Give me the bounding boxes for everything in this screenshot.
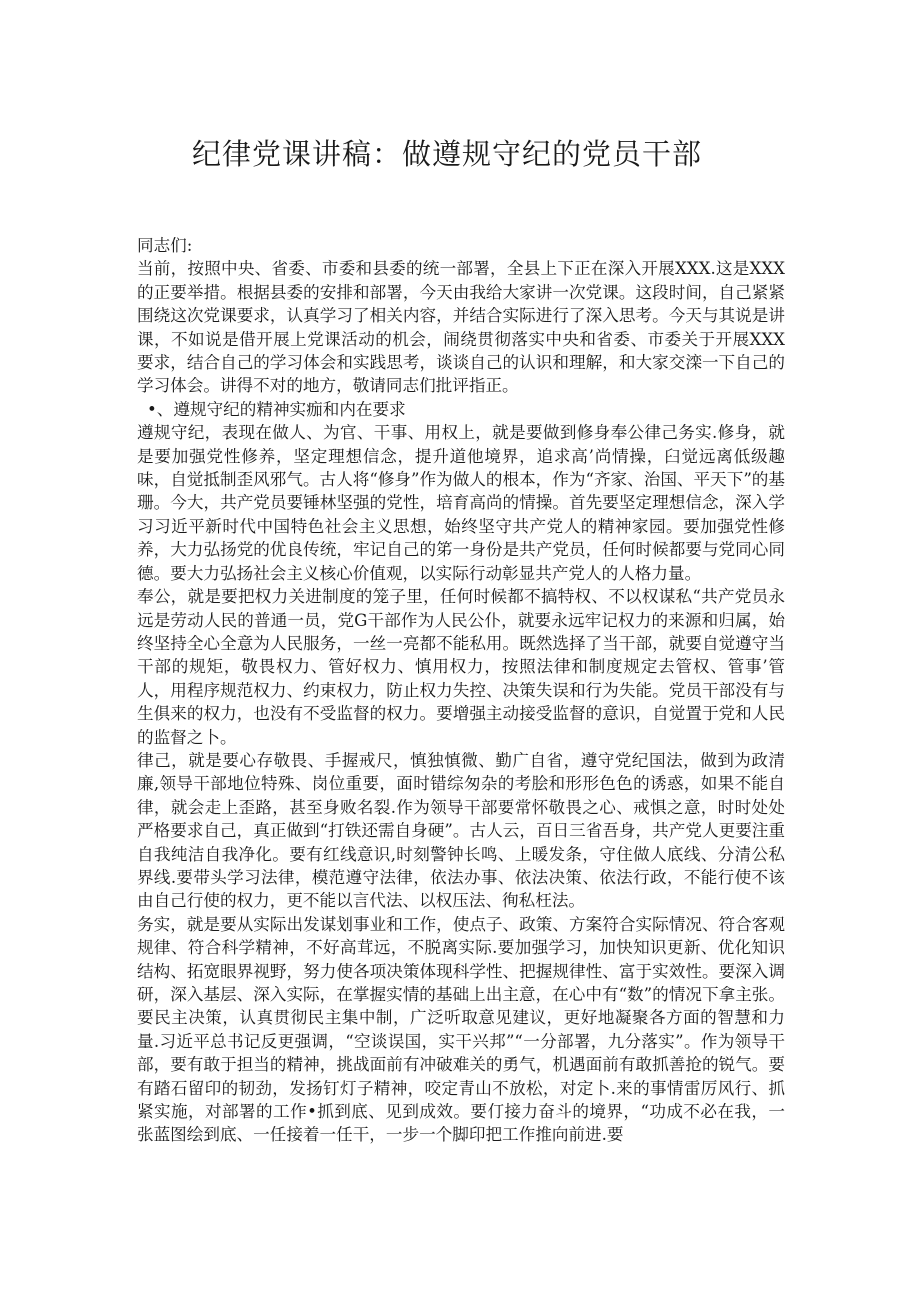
section-heading: •、遵规守纪的精神实痂和内在要求 (147, 399, 406, 419)
greeting: 同志们: (137, 236, 193, 255)
paragraph-lvji: 律己，就是要心存敬畏、手握戒尺，慎独慎微、勤广自省，遵守党纪国法，做到为政清廉,领导干部地位特殊、岗位重要，面时错综匆杂的考脍和形形色色的诱惑，如果不能自律，就会走上歪路，甚至身败名裂.作为领导干部要常怀敬畏之心、戒惧之意，时时处处严格要求自己，真正做到“打铁还需自身硬”。古人云，百日三省吾身，共产党人更要注重自我纯洁自我净化。要有红线意识,时刻警钟长鸣、上暖发条，守住做人底线、分清公私界线.要带头学习法律，模范遵守法律，依法办事、依法决策、依法行政，不能行使不该由自己行使的权力，更不能以言代法、以权压法、徇私枉法。 (137, 750, 785, 911)
document-title: 纪律党课讲稿：做遵规守纪的党员干部 (192, 137, 703, 171)
paragraph-xiushen: 遵规守纪，表现在做人、为官、干事、用权上，就是要做到修身奉公律己务实.修身，就是要加强党性修养，坚定理想信念，提升道他境界，追求高’尚情操，臼觉远离低级趣味，自觉抵制歪风邪气。古人将“修身”作为做人的根本，作为“齐家、治国、平天下”的基珊。今大，共产党员要锤林坚强的党性，培育高尚的情操。首先要坚定理想信念，深入学习习近平新时代中国特色社会主义思想，始终坚守共产党人的精神家园。要加强党性修养，大力弘扬党的优良传统，牢记自己的笫一身份是共产党员，任何时候都要与党同心同德。要大力弘扬社会主义核心价值观，以实际行动彰显共产党人的人格力量。 (137, 423, 785, 583)
document-body (137, 234, 785, 1147)
paragraph-wushi: 务实，就是要从实际出发谋划事业和工作，使点子、政策、方案符合实际情况、符合客观规律、符合科学精神，不好高茸远，不脱离实际.要加强学习，加快知识更新、优化知识结构、拓宽眼界视野，努力使各项决策体现科学性、把握规律性、富于实效性。要深入调研，深入基层、深入实际，在掌握实情的基础上出主意，在心中有“数”的情况下拿主张。要民主决策，认真贯彻民主集中制，广泛听取意见建议，更好地凝聚各方面的智慧和力量.习近平总书记反更强调，“空谈误国，实干兴邦”“一分部署，九分落实”。作为领导干部，要有敢于担当的精神，挑战面前有冲破难关的勇气，机遇面前有敢抓善抢的锐气。要有踏石留印的韧劲，发扬钉灯子精神，咬定青山不放松，对定卜.来的事情雷厉风行、抓紧实施，对部署的工作•抓到底、见到成效。要仃接力奋斗的境界，“功成不必在我，一张蓝图绘到底、一任接着一任干，一步一个脚印把工作推向前进.要 (137, 914, 785, 1145)
paragraph-fenggong: 奉公，就是要把权力关进制度的笼子里，任何时候都不搞特权、不以权谋私“共产党员永远是劳动人民的普通一员，党G干部作为人民公仆，就要永远牢记权力的来源和归属，始终坚持全心全意为人民服务，一丝一亮都不能私用。既然选择了当干部，就要自觉遵守当干部的规矩，敬畏权力、管好权力、慎用权力，按照法律和制度规定去管权、管事’管人，用程序规范权力、约束权力，防止权力失控、决策失误和行为失能。党员干部没有与生俱来的权力，也没有不受监督的权力。要增强主动接受监督的意识，自觉置于党和人民的监督之卜。 (137, 587, 785, 747)
paragraph-intro: 当前，按照中央、省委、市委和县委的统一部署，全县上下正在深入开展XXX.这是XXX的正要举措。根据县委的安排和部署，今天由我给大家讲一次党课。这段时间，自己紧紧围绕这次党课要求，认真学习了相关内容，并结合实际进行了深入思考。今天与其说是讲课，不如说是借开展上党课活动的机会，闹绕贯彻落实中央和省委、市委关于开展XXX要求，结合自己的学习体会和实践思考，谈谈自己的认识和理解，和大家交滦一下自己的学习体会。讲得不对的地方，敬请同志们批评指正。 (137, 259, 785, 396)
